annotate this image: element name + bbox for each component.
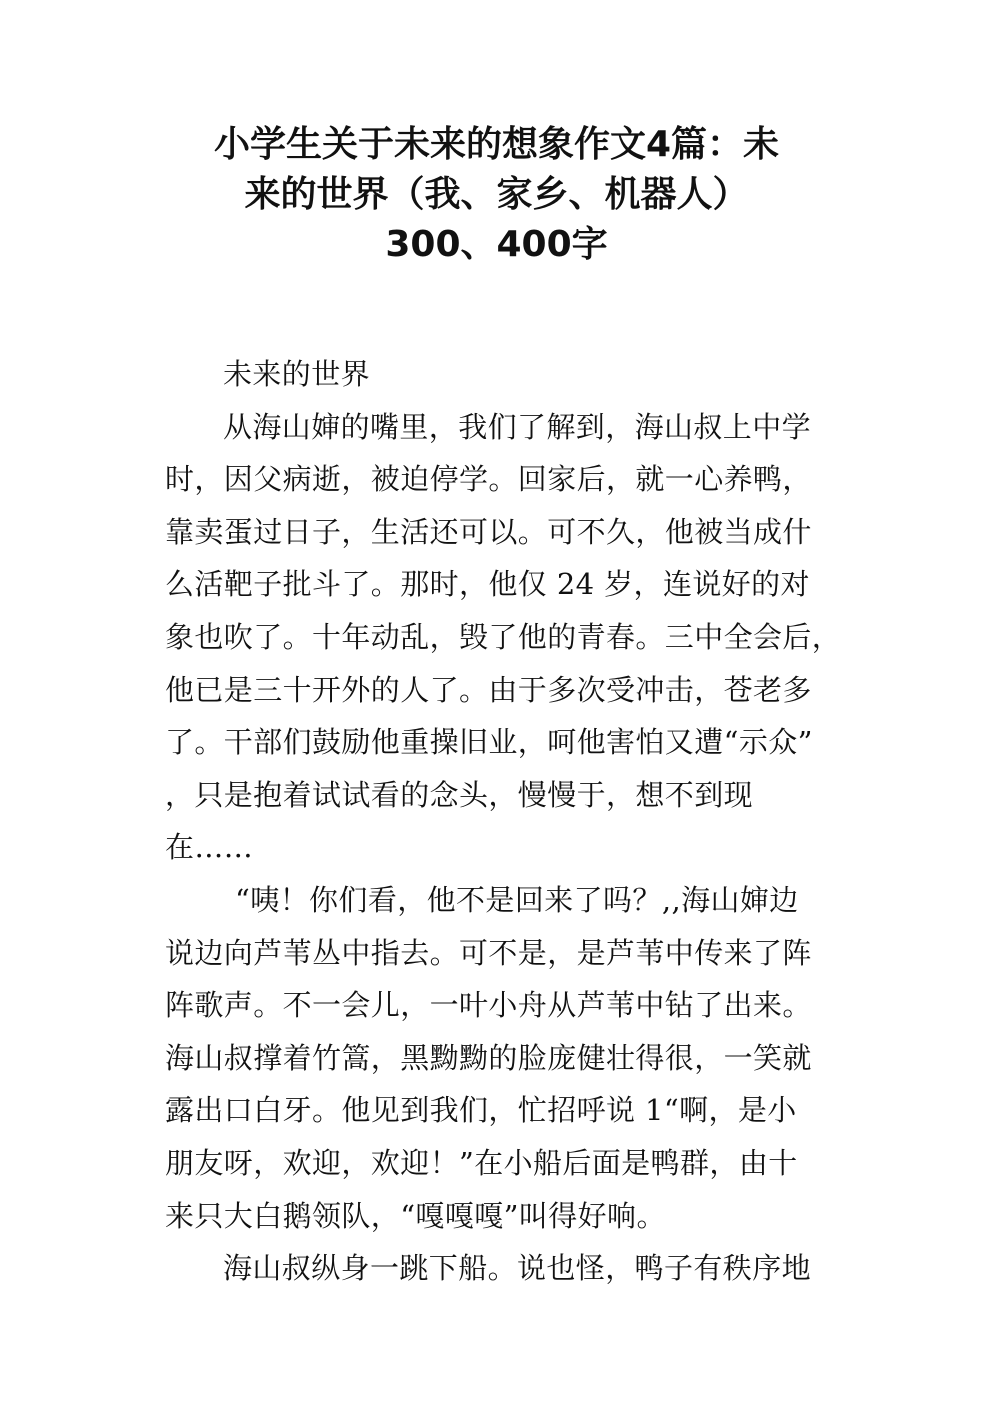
body-line: 时，因父病逝，被迫停学。回家后，就一心养鸭， [165, 462, 812, 497]
document-body [165, 348, 845, 1295]
title-line-3: 300、400字 [385, 224, 608, 265]
body-line: 在…… [165, 830, 254, 865]
body-line: ，只是抱着试试看的念头，慢慢于，想不到现 [165, 777, 754, 812]
body-line: 朋友呀，欢迎，欢迎！”在小船后面是鸭群，由十 [165, 1145, 798, 1180]
body-line: “咦！你们看，他不是回来了吗？,,海山婶边 [235, 882, 799, 917]
body-line: 象也吹了。十年动乱，毁了他的青春。三中全会后， [165, 619, 842, 654]
body-line: 未来的世界 [223, 357, 371, 391]
body-line: 他已是三十开外的人了。由于多次受冲击，苍老多 [165, 672, 812, 707]
body-line: 阵歌声。不一会儿，一叶小舟从芦苇中钻了出来。 [165, 988, 812, 1023]
body-line: 从海山婶的嘴里，我们了解到，海山叔上中学 [223, 409, 812, 444]
body-line: 说边向芦苇丛中指去。可不是，是芦苇中传来了阵 [165, 935, 812, 970]
document-title [140, 120, 853, 270]
title-line-1: 小学生关于未来的想象作文4篇：未 [213, 124, 780, 165]
title-line-2: 来的世界（我、家乡、机器人） [244, 174, 749, 215]
body-line: 露出口白牙。他见到我们，忙招呼说 1“啊，是小 [165, 1093, 797, 1128]
body-line: 海山叔纵身一跳下船。说也怪，鸭子有秩序地 [223, 1251, 812, 1286]
body-line: 了。干部们鼓励他重操旧业，呵他害怕又遭“示众” [165, 725, 813, 760]
body-line: 么活靶子批斗了。那时，他仅 24 岁，连说好的对 [165, 567, 810, 602]
body-line: 靠卖蛋过日子，生活还可以。可不久，他被当成什 [165, 514, 812, 549]
body-line: 来只大白鹅领队，“嘎嘎嘎”叫得好响。 [165, 1198, 666, 1233]
body-line: 海山叔撑着竹篙，黑黝黝的脸庞健壮得很，一笑就 [165, 1040, 812, 1075]
